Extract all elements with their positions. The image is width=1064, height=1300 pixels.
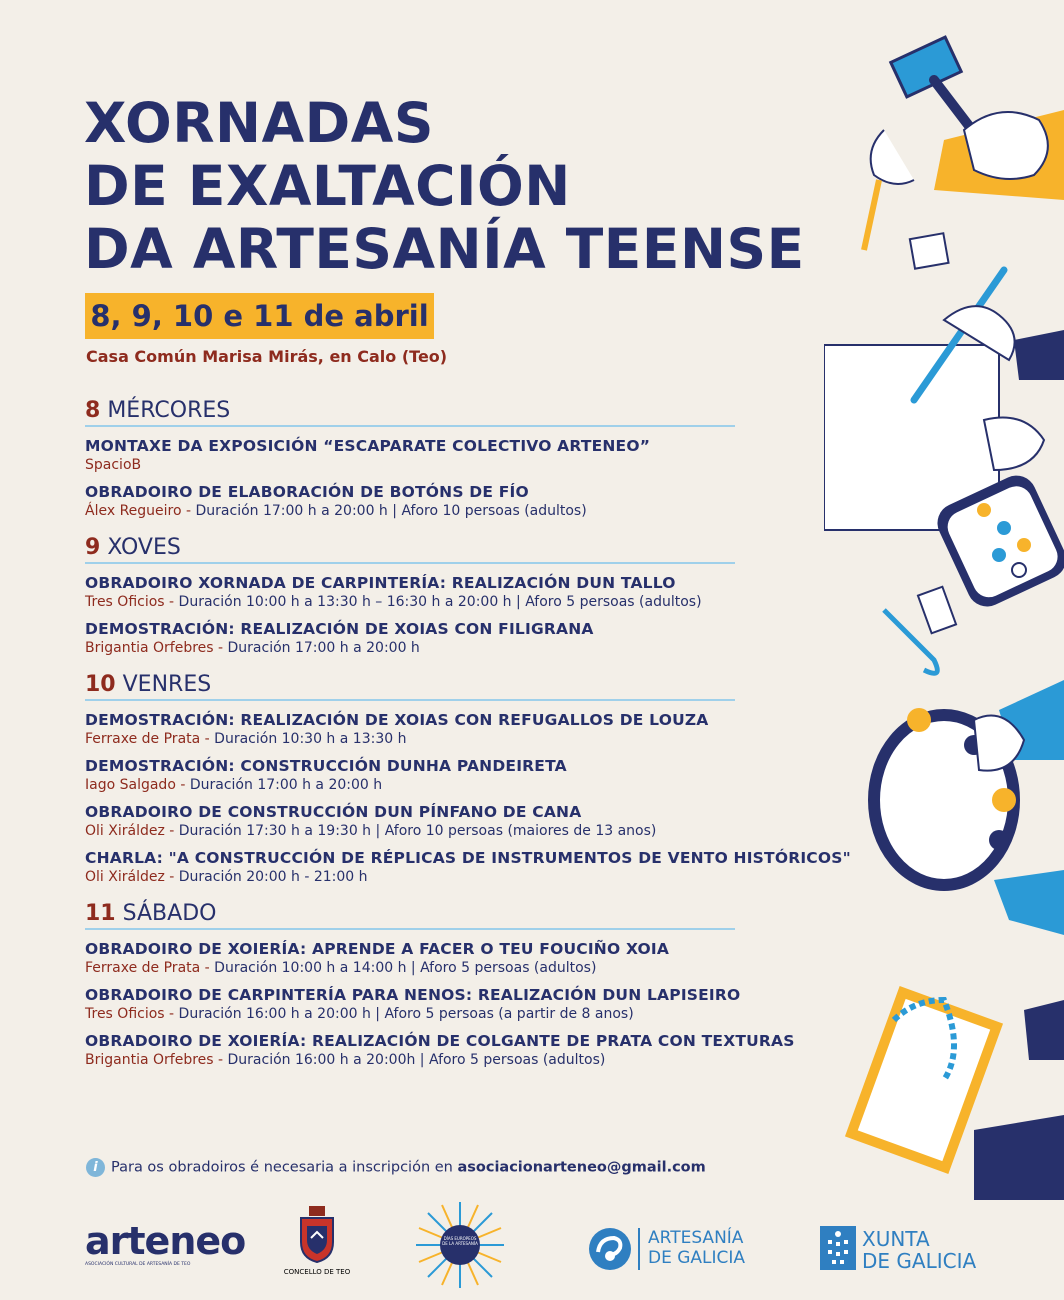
event-host: Tres Oficios	[85, 1006, 165, 1022]
duration-value: 17:00 h a 20:00 h	[262, 503, 388, 519]
artesania-line-1: ARTESANÍA	[648, 1228, 744, 1248]
arteneo-logo	[85, 1219, 246, 1267]
event-host: Ferraxe de Prata	[85, 731, 201, 747]
painting-icon	[824, 270, 1064, 613]
artesania-line-2: DE GALICIA	[648, 1248, 746, 1268]
xunta-line-1: XUNTA	[862, 1227, 930, 1251]
event-host: Oli Xiráldez	[85, 823, 165, 839]
duration-value: 16:00 h a 20:00 h	[246, 1006, 371, 1022]
event-meta: Iago Salgado - Duración 17:00 h a 20:00 h	[85, 777, 383, 793]
aforo-value: 10 persoas (maiores de 13 anos)	[425, 823, 657, 839]
event-item	[85, 711, 845, 747]
event-host: Tres Oficios	[85, 594, 165, 610]
day-number: 9	[85, 535, 101, 560]
event-title: DEMOSTRACIÓN: REALIZACIÓN DE XOIAS CON FILIGRANA	[85, 620, 594, 638]
event-title: OBRADOIRO XORNADA DE CARPINTERÍA: REALIZACIÓN DUN TALLO	[85, 574, 676, 592]
duration-label: Duración	[195, 503, 259, 519]
day-heading	[85, 535, 735, 564]
day-heading	[85, 672, 735, 701]
event-item	[85, 940, 845, 976]
event-meta: Oli Xiráldez - Duración 20:00 h - 21:00 h	[85, 869, 368, 885]
event-meta: Tres Oficios - Duración 16:00 h a 20:00 h | Aforo 5 persoas (a partir de 8 anos)	[85, 1006, 634, 1022]
day-heading	[85, 901, 735, 930]
event-item	[85, 437, 845, 473]
date-banner: 8, 9, 10 e 11 de abril	[85, 293, 434, 339]
aforo-value: 5 persoas (adultos)	[566, 594, 702, 610]
aforo-value: 10 persoas (adultos)	[442, 503, 587, 519]
aforo-value: 5 persoas (a partir de 8 anos)	[425, 1006, 634, 1022]
title-line-1: XORNADAS	[84, 91, 434, 155]
thread-icon	[884, 587, 956, 674]
pincushion-icon	[910, 233, 949, 268]
event-meta: Oli Xiráldez - Duración 17:30 h a 19:30 h | Aforo 10 persoas (maiores de 13 anos)	[85, 823, 657, 839]
event-host: Brigantia Orfebres	[85, 640, 214, 656]
event-host: Brigantia Orfebres	[85, 1052, 214, 1068]
duration-value: 16:00 h a 20:00h	[294, 1052, 416, 1068]
day-name: VENRES	[122, 672, 212, 697]
duration-label: Duración	[214, 960, 278, 976]
event-meta: Ferraxe de Prata - Duración 10:30 h a 13:30 h	[85, 731, 407, 747]
day-name: SÁBADO	[122, 901, 217, 926]
venue: Casa Común Marisa Mirás, en Calo (Teo)	[86, 347, 448, 366]
aforo-label: Aforo	[420, 960, 457, 976]
contact-email[interactable]: asociacionarteneo@gmail.com	[457, 1159, 706, 1176]
event-item	[85, 574, 845, 610]
duration-label: Duración	[178, 1006, 242, 1022]
day-number: 10	[85, 672, 116, 697]
duration-label: Duración	[227, 640, 291, 656]
event-title: DEMOSTRACIÓN: CONSTRUCCIÓN DUNHA PANDEIRETA	[85, 757, 567, 775]
event-item	[85, 803, 845, 839]
event-item	[85, 483, 845, 519]
aforo-label: Aforo	[384, 823, 422, 839]
note-text: Para os obradoiros é necesaria a inscripción en	[111, 1159, 453, 1176]
duration-label: Duración	[189, 777, 253, 793]
event-item	[85, 849, 851, 885]
event-meta: Álex Regueiro - Duración 17:00 h a 20:00 h | Aforo 10 persoas (adultos)	[85, 503, 587, 519]
arteneo-wordmark: arteneo	[85, 1219, 246, 1263]
event-meta	[85, 457, 845, 473]
artesania-galicia-icon	[586, 1226, 634, 1272]
hammer-icon	[864, 37, 1064, 250]
poster-title	[84, 92, 805, 281]
event-host: Ferraxe de Prata	[85, 960, 201, 976]
event-meta: Brigantia Orfebres - Duración 16:00 h a 20:00h | Aforo 5 persoas (adultos)	[85, 1052, 606, 1068]
title-line-2: DE EXALTACIÓN	[84, 154, 571, 218]
day-number: 11	[85, 901, 116, 926]
sponsor-logos	[0, 1200, 1064, 1290]
arteneo-subtitle: ASOCIACIÓN CULTURAL DE ARTESANÍA DE TEO	[85, 1262, 191, 1267]
aforo-value: 5 persoas (adultos)	[470, 1052, 606, 1068]
aforo-label: Aforo	[428, 1052, 466, 1068]
title-line-3: DA ARTESANÍA TEENSE	[84, 217, 805, 281]
aforo-label: Aforo	[525, 594, 562, 610]
event-title: OBRADOIRO DE ELABORACIÓN DE BOTÓNS DE FÍO	[85, 483, 529, 501]
duration-value: 10:00 h a 13:30 h – 16:30 h a 20:00 h	[246, 594, 512, 610]
coat-of-arms-icon	[297, 1204, 337, 1264]
day-heading	[85, 398, 735, 427]
day-name: XOVES	[107, 535, 181, 560]
event-host: Iago Salgado	[85, 777, 176, 793]
event-meta: Ferraxe de Prata - Duración 10:00 h a 14:00 h | Aforo 5 persoas (adultos)	[85, 960, 597, 976]
event-meta: Brigantia Orfebres - Duración 17:00 h a 20:00 h	[85, 640, 420, 656]
event-item	[85, 1032, 845, 1068]
concello-teo-logo	[282, 1204, 352, 1276]
event-title: OBRADOIRO DE XOIERÍA: REALIZACIÓN DE COLGANTE DE PRATA CON TEXTURAS	[85, 1032, 795, 1050]
program	[85, 398, 851, 1068]
artesania-galicia-logo	[586, 1226, 756, 1276]
duration-value: 17:30 h a 19:30 h	[246, 823, 372, 839]
event-title: OBRADOIRO DE XOIERÍA: APRENDE A FACER O TEU FOUCIÑO XOIA	[85, 940, 670, 958]
duration-value: 20:00 h - 21:00 h	[246, 869, 368, 885]
xunta-galicia-logo	[820, 1226, 990, 1276]
duration-value: 17:00 h a 20:00 h	[294, 640, 420, 656]
jewelry-board-icon	[845, 986, 1064, 1200]
event-item	[85, 986, 845, 1022]
event-meta: Tres Oficios - Duración 10:00 h a 13:30 h – 16:30 h a 20:00 h | Aforo 5 persoas (adultos)	[85, 594, 702, 610]
event-host: SpacioB	[85, 457, 142, 473]
duration-label: Duración	[178, 869, 242, 885]
duration-value: 17:00 h a 20:00 h	[257, 777, 383, 793]
event-title: MONTAXE DA EXPOSICIÓN “ESCAPARATE COLECTIVO ARTENEO”	[85, 437, 651, 455]
aforo-label: Aforo	[401, 503, 439, 519]
duration-label: Duración	[227, 1052, 291, 1068]
tambourine-icon	[874, 680, 1064, 935]
event-title: DEMOSTRACIÓN: REALIZACIÓN DE XOIAS CON REFUGALLOS DE LOUZA	[85, 711, 709, 729]
aforo-label: Aforo	[384, 1006, 422, 1022]
duration-value: 10:00 h a 14:00 h	[281, 960, 407, 976]
crafts-illustration	[824, 0, 1064, 1200]
aforo-value: 5 persoas (adultos)	[461, 960, 597, 976]
event-title: CHARLA: "A CONSTRUCCIÓN DE RÉPLICAS DE INSTRUMENTOS DE VENTO HISTÓRICOS"	[85, 849, 851, 867]
duration-label: Duración	[178, 823, 242, 839]
event-title: OBRADOIRO DE CONSTRUCCIÓN DUN PÍNFANO DE CANA	[85, 803, 582, 821]
xunta-emblem-icon	[820, 1226, 856, 1270]
concello-label: CONCELLO DE TEO	[283, 1268, 351, 1276]
day-name: MÉRCORES	[107, 398, 231, 423]
duration-label: Duración	[214, 731, 278, 747]
registration-note	[86, 1158, 706, 1177]
event-host: Oli Xiráldez	[85, 869, 165, 885]
duration-value: 10:30 h a 13:30 h	[281, 731, 407, 747]
event-item	[85, 620, 845, 656]
event-title: OBRADOIRO DE CARPINTERÍA PARA NENOS: REALIZACIÓN DUN LAPISEIRO	[85, 986, 741, 1004]
xunta-line-2: DE GALICIA	[862, 1249, 977, 1273]
dias-europeos-label: DÍAS EUROPEOS DE LA ARTESANÍA	[442, 1236, 478, 1246]
event-item	[85, 757, 845, 793]
day-number: 8	[85, 398, 101, 423]
event-host: Álex Regueiro	[85, 503, 182, 519]
info-icon: i	[86, 1158, 105, 1177]
dias-europeos-logo	[414, 1200, 506, 1290]
duration-label: Duración	[178, 594, 242, 610]
